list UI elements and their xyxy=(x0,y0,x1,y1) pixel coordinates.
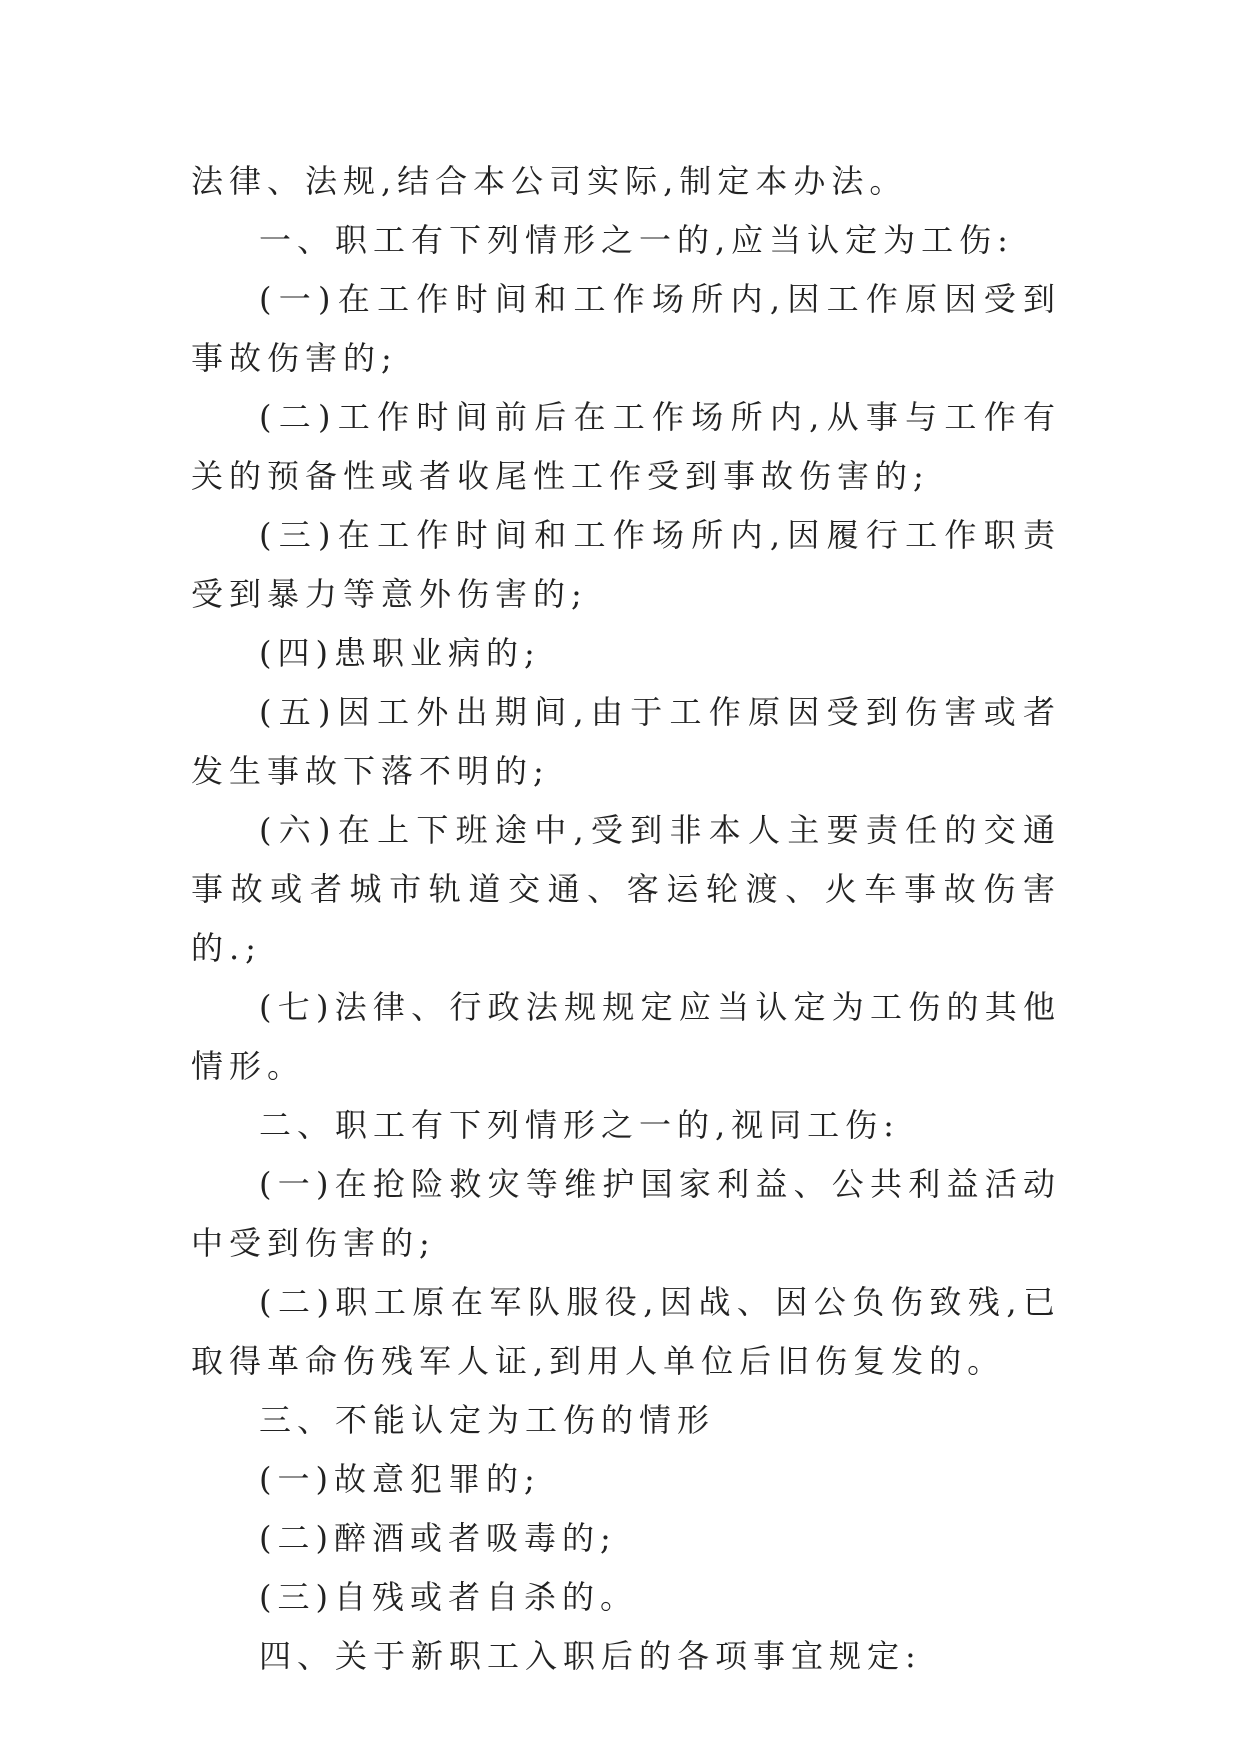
list-item: (六)在上下班途中,受到非本人主要责任的交通事故或者城市轨道交通、客运轮渡、火车事故伤害的.; xyxy=(191,811,1061,967)
list-item: (二)工作时间前后在工作场所内,从事与工作有关的预备性或者收尾性工作受到事故伤害的; xyxy=(191,398,1061,495)
paragraph-intro-continuation: 法律、法规,结合本公司实际,制定本办法。 xyxy=(191,162,908,200)
list-item: (一)在抢险救灾等维护国家利益、公共利益活动中受到伤害的; xyxy=(191,1165,1061,1262)
document-body xyxy=(191,152,1061,1686)
list-item: (一)在工作时间和工作场所内,因工作原因受到事故伤害的; xyxy=(191,280,1061,377)
list-item: (二)职工原在军队服役,因战、因公负伤致残,已取得革命伤残军人证,到用人单位后旧伤复发的。 xyxy=(191,1283,1061,1380)
list-item: (四)患职业病的; xyxy=(259,634,541,672)
section-heading-new-employee: 四、关于新职工入职后的各项事宜规定: xyxy=(259,1637,922,1675)
list-item: (一)故意犯罪的; xyxy=(259,1460,541,1498)
list-item: (五)因工外出期间,由于工作原因受到伤害或者发生事故下落不明的; xyxy=(191,693,1061,790)
list-item: (三)自残或者自杀的。 xyxy=(259,1578,638,1616)
section-heading-deemed-injury: 二、职工有下列情形之一的,视同工伤: xyxy=(259,1106,900,1144)
section-heading-not-injury: 三、不能认定为工伤的情形 xyxy=(259,1401,716,1439)
list-item: (二)醉酒或者吸毒的; xyxy=(259,1519,617,1557)
section-heading-work-injury: 一、职工有下列情形之一的,应当认定为工伤: xyxy=(259,221,1014,259)
list-item: (三)在工作时间和工作场所内,因履行工作职责受到暴力等意外伤害的; xyxy=(191,516,1061,613)
list-item: (七)法律、行政法规规定应当认定为工伤的其他情形。 xyxy=(191,988,1061,1085)
